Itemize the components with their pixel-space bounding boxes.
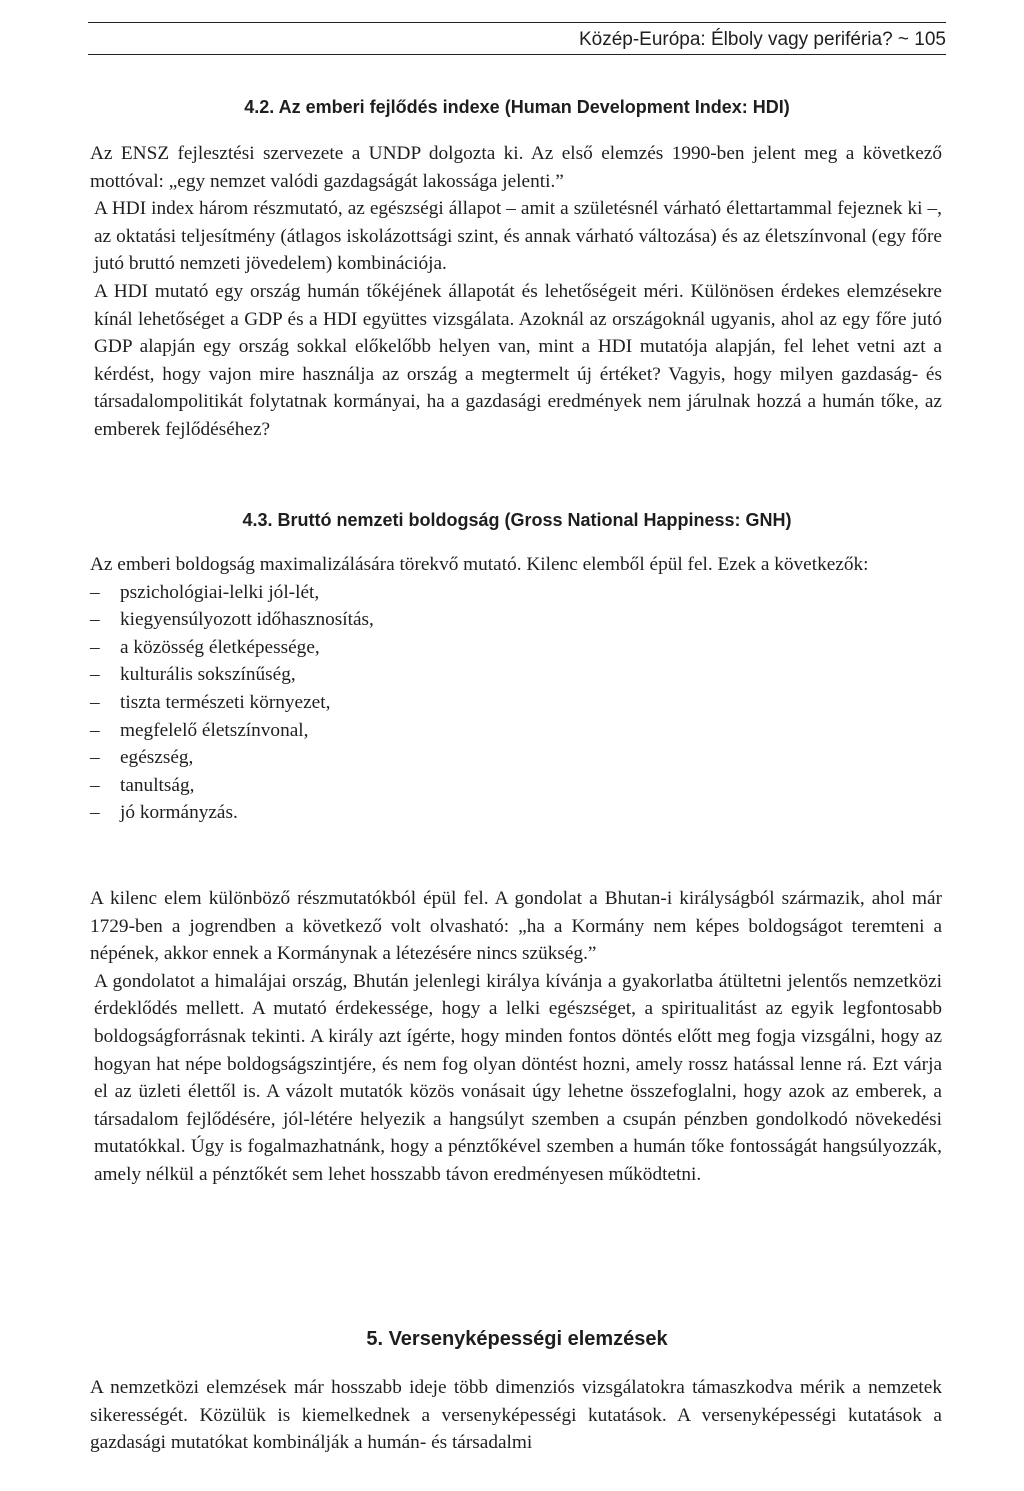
header-top-rule [88,22,946,23]
section-heading-5: 5. Versenyképességi elemzések [366,1328,668,1350]
section-heading-4-2: 4.2. Az emberi fejlődés indexe (Human Development Index: HDI) [244,97,790,117]
section-body-4-2 [90,140,942,444]
paragraph: A nemzetközi elemzések már hosszabb ideje több dimenziós vizsgálatokra támaszkodva mérik a nemzetek sikerességét. Közülük is kiemelkednek a versenyképességi kutatások. A versenyképességi kutatások a gazdasági mutatókat kombinálják a humán- és társadalmi [90,1377,942,1454]
list-item: – tanultság, [90,772,942,800]
paragraph: Az emberi boldogság maximalizálására törekvő mutató. Kilenc elemből épül fel. Ezek a következők: [90,554,869,575]
paragraph: A gondolatot a himalájai ország, Bhután jelenlegi királya kívánja a gyakorlatba átültetni jelentős nemzetközi érdeklődés mellett. A mutató érdekessége, hogy a lelki egészséget, a spiritualitást az egyik legfontosabb boldogságforrásnak tekinti. A király azt ígérte, hogy minden fontos döntés előtt meg fogja vizsgálni, hogy az hogyan hat népe boldogságszintjére, és nem fog olyan döntést hozni, amely rossz hatással lenne rá. Ezt várja el az üzleti élettől is. A vázolt mutatók közös vonásait úgy lehetne összefoglalni, hogy azok az emberek, a társadalom fejlődésére, jól-létére helyezik a hangsúlyt szemben a csupán pénzben gondolkodó növekedési mutatókkal. Úgy is fogalmazhatnánk, hogy a pénztőkével szemben a humán tőke fontosságát hangsúlyozzák, amely nélkül a pénztőkét sem lehet hosszabb távon eredményesen működtetni. [94,970,942,1185]
header-bottom-rule [88,54,946,55]
list-item: – kulturális sokszínűség, [90,661,942,689]
paragraph: A HDI index három részmutató, az egészségi állapot – amit a születésnél várható élettartammal fejeznek ki –, az oktatási teljesítmény (átlagos iskolázottsági szint, és annak várható változása) és az életszínvonal (egy főre jutó bruttó nemzeti jövedelem) kombinációja. [94,198,942,275]
paragraph: A kilenc elem különböző részmutatókból épül fel. A gondolat a Bhutan-i királyságból származik, ahol már 1729-ben a jogrendben a következő volt olvasható: „ha a Kormány nem képes boldogságot teremteni a népének, akkor ennek a Kormánynak a létezésére nincs szükség.” [90,888,942,965]
list-item: – tiszta természeti környezet, [90,689,942,717]
paragraph: A HDI mutató egy ország humán tőkéjének állapotát és lehetőségeit méri. Különösen érdekes elemzésekre kínál lehetőséget a GDP és a HDI együttes vizsgálata. Azoknál az országoknál ugyanis, ahol az egy főre jutó GDP alapján egy ország sokkal előkelőbb helyen van, mint a HDI mutatója alapján, fel lehet vetni azt a kérdést, hogy vajon mire használja az ország a megtermelt új értéket? Vagyis, hogy milyen gazdaság- és társadalompolitikát folytatnak kormányai, ha a gazdasági eredmények nem járulnak hozzá a humán tőke, az emberek fejlődéséhez? [94,280,942,440]
section-body-4-3 [90,885,942,1189]
list-item: – megfelelő életszínvonal, [90,717,942,745]
list-item: – a közösség életképessége, [90,634,942,662]
section-body-5 [90,1374,942,1457]
section-heading-4-3: 4.3. Bruttó nemzeti boldogság (Gross National Happiness: GNH) [242,510,792,530]
list-item: – pszichológiai-lelki jól-lét, [90,579,942,607]
gnh-element-list [90,579,942,827]
list-item: – jó kormányzás. [90,799,942,827]
running-header: Közép-Európa: Élboly vagy periféria? ~ 105 [578,29,946,50]
section-body-4-3-intro [90,551,942,827]
paragraph: Az ENSZ fejlesztési szervezete a UNDP dolgozta ki. Az első elemzés 1990-ben jelent meg a következő mottóval: „egy nemzet valódi gazdagságát lakossága jelenti.” [90,143,942,192]
list-item: – kiegyensúlyozott időhasznosítás, [90,606,942,634]
list-item: – egészség, [90,744,942,772]
